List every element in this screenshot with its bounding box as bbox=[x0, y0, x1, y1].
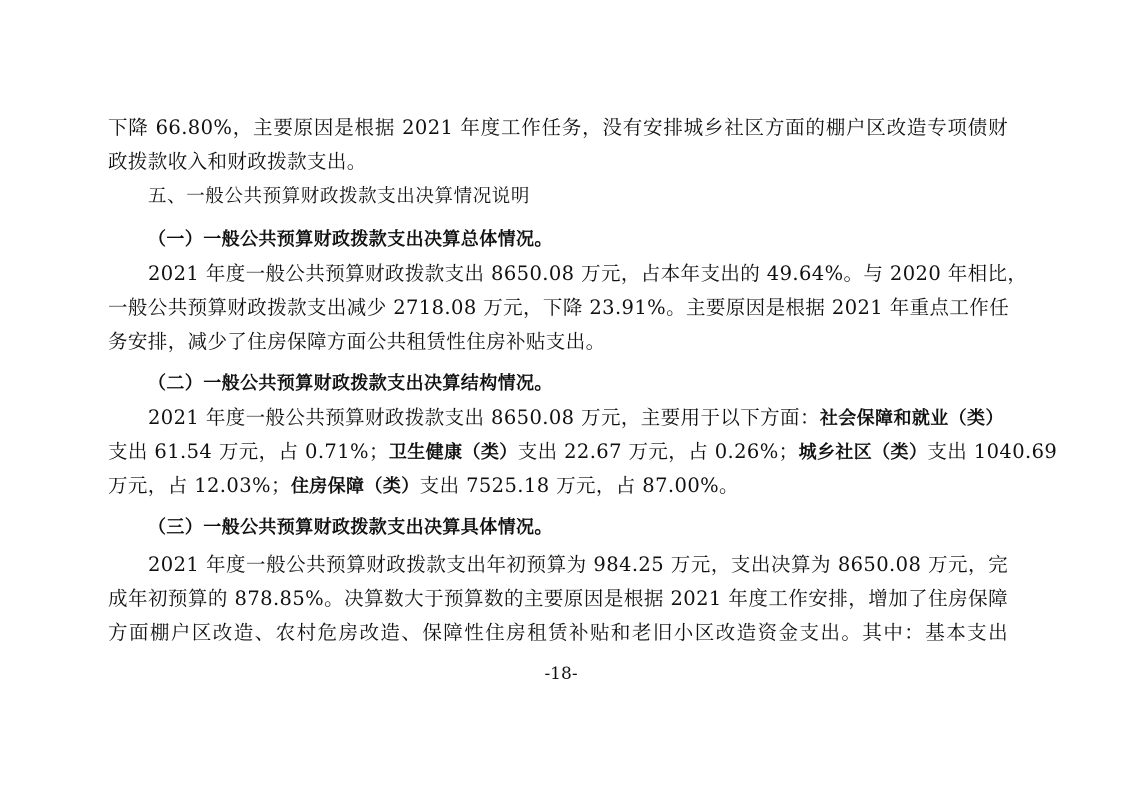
structure-line-3 bbox=[108, 470, 1008, 502]
structure-text: 支出 22.67 万元，占 0.26%； bbox=[517, 440, 799, 463]
paragraph-line: 一般公共预算财政拨款支出减少 2718.08 万元，下降 23.91%。主要原因是根据 2021 年重点工作任 bbox=[108, 296, 1010, 319]
structure-line-1 bbox=[148, 402, 1008, 434]
category-urban-rural: 城乡社区（类） bbox=[798, 442, 928, 463]
sub-heading-overall: （一）一般公共预算财政拨款支出决算总体情况。 bbox=[148, 229, 553, 250]
paragraph-line: 方面棚户区改造、农村危房改造、保障性住房租赁补贴和老旧小区改造资金支出。其中：基本支出 bbox=[108, 621, 1008, 644]
paragraph-line: 下降 66.80%，主要原因是根据 2021 年度工作任务，没有安排城乡社区方面的棚户区改造专项债财 bbox=[108, 116, 1008, 139]
section-heading: 五、一般公共预算财政拨款支出决算情况说明 bbox=[148, 186, 531, 207]
structure-text: 支出 61.54 万元，占 0.71%； bbox=[108, 440, 389, 463]
category-housing: 住房保障（类） bbox=[290, 476, 420, 497]
category-social-security: 社会保障和就业（类） bbox=[819, 408, 1004, 429]
paragraph-line: 2021 年度一般公共预算财政拨款支出 8650.08 万元，占本年支出的 49.64%。与 2020 年相比， bbox=[148, 262, 1028, 285]
sub-heading-specific: （三）一般公共预算财政拨款支出决算具体情况。 bbox=[148, 517, 553, 538]
structure-text: 万元，占 12.03%； bbox=[108, 474, 291, 497]
paragraph-line: 成年初预算的 878.85%。决算数大于预算数的主要原因是根据 2021 年度工作安排，增加了住房保障 bbox=[108, 587, 1008, 610]
paragraph-line: 2021 年度一般公共预算财政拨款支出年初预算为 984.25 万元，支出决算为 8650.08 万元，完 bbox=[148, 553, 1008, 576]
page-number: -18- bbox=[544, 664, 578, 684]
paragraph-line: 务安排，减少了住房保障方面公共租赁性住房补贴支出。 bbox=[108, 330, 606, 353]
structure-text: 支出 7525.18 万元，占 87.00%。 bbox=[419, 474, 739, 497]
structure-text: 支出 1040.69 bbox=[927, 440, 1058, 463]
structure-line-2 bbox=[108, 436, 1058, 468]
paragraph-line: 政拨款收入和财政拨款支出。 bbox=[108, 150, 367, 173]
category-health: 卫生健康（类） bbox=[388, 442, 518, 463]
sub-heading-structure: （二）一般公共预算财政拨款支出决算结构情况。 bbox=[148, 373, 553, 394]
structure-text: 2021 年度一般公共预算财政拨款支出 8650.08 万元，主要用于以下方面： bbox=[148, 406, 820, 429]
